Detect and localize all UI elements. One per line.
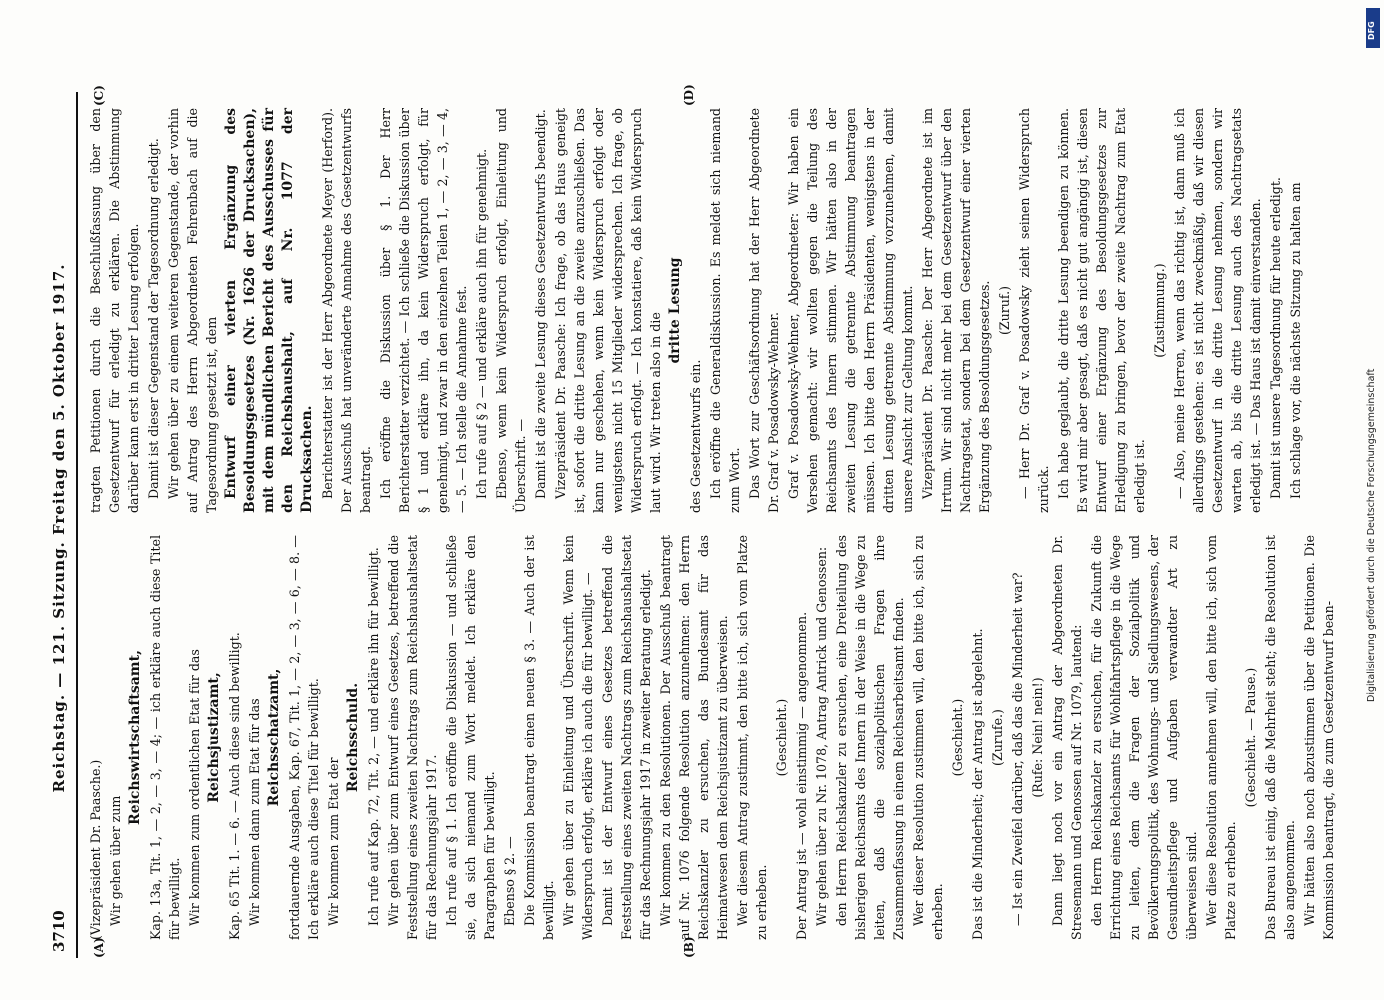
speech-paragraph: Vizepräsident Dr. Paasche: Der Herr Abgeordnete ist im Irrtum. Wir sind nicht mehr bei dem Gesetzentwurf über den Nachtragsetat, sondern bei dem Gesetzentwurf einer vierten Ergänzung des Besoldungsgesetzes. <box>920 108 992 513</box>
paragraph: Wir kommen zum ordentlichen Etat für das <box>187 649 202 926</box>
margin-marker-d: (D) <box>682 84 696 106</box>
paragraph: Wir kommen zum Etat der <box>326 757 341 926</box>
page-number: 3710 <box>50 910 68 952</box>
section-heading: Reichsschuld. <box>345 682 361 793</box>
section-heading: Reichsschatzamt, <box>266 668 282 807</box>
paragraph: Wir kommen zu den Resolutionen. Der Ausschuß beantragt auf Nr. 1076 folgende Resolution anzunehmen: den Herrn Reichskanzler zu ersuchen, das Bundesamt für das Heimatwesen dem Reichsjustizamt zu überweisen. <box>658 535 730 940</box>
paragraph: Dann liegt noch vor ein Antrag der Abgeordneten Dr. Stresemann und Genossen auf Nr. 1079, lautend: <box>1050 535 1084 940</box>
stage-direction: (Zurufe.) <box>990 709 1005 766</box>
margin-marker-a: (A) <box>92 937 106 958</box>
paragraph: Wer diesem Antrag zustimmt, den bitte ich, sich vom Platze zu erheben. <box>735 535 769 940</box>
paragraph: Wir gehen über zu Einleitung und Überschrift. Wenn kein Widerspruch erfolgt, erkläre ich auch die für bewilligt. — <box>561 535 595 940</box>
paragraph: (Vizepräsident Dr. Paasche.) <box>88 759 103 940</box>
paragraph: Das ist die Minderheit; der Antrag ist abgelehnt. <box>970 628 985 940</box>
right-text-column <box>86 108 1326 513</box>
stage-direction: (Geschieht.) <box>950 698 965 777</box>
paragraph: — Herr Dr. Graf v. Posadowsky zieht seinen Widerspruch zurück. <box>1017 108 1051 513</box>
paragraph: Kap. 13a, Tit. 1, — 2, — 3, — 4; — ich erkläre auch diese Titel für bewilligt. <box>148 535 182 940</box>
stage-direction: (Geschieht. — Pause.) <box>1243 667 1258 808</box>
margin-marker-b: (B) <box>682 936 696 958</box>
paragraph: fortdauernde Ausgaben, Kap. 67, Tit. 1, — 2, — 3, — 6, — 8. — Ich erkläre auch diese Titel für bewilligt. <box>287 535 321 940</box>
paragraph: Ich eröffne die Generaldiskussion. Es meldet sich niemand zum Wort. <box>708 108 742 513</box>
paragraph: Ich eröffne die Diskussion über § 1. Der Herr Berichterstatter verzichtet. — Ich schließe die Diskussion über § 1 und erkläre ihn, da kein Widerspruch erfolgt, für genehmigt, und zwar in den einzelnen Teilen 1, — 2, — 3, — 4, — 5. — Ich stelle die Annahme fest. <box>378 108 469 513</box>
paragraph: Ebenso, wenn kein Widerspruch erfolgt, Einleitung und Überschrift. — <box>494 108 528 513</box>
paragraph: Wer dieser Resolution zustimmen will, den bitte ich, sich zu erheben. <box>911 535 945 940</box>
paragraph: Wir gehen über zu einem weiteren Gegenstande, der vorhin auf Antrag des Herrn Abgeordneten Fehrenbach auf die Tagesordnung gesetzt ist, dem <box>166 108 219 513</box>
quoted-motion: den Herrn Reichskanzler zu ersuchen, eine Dreiteilung des bisherigen Reichsamts des Innern in der Weise in die Wege zu leiten, daß die sozialpolitischen Fragen ihre Zusammenfassung in einem Reichsarbeitsamt finden. <box>834 535 906 940</box>
funding-note-text: Digitalisierung gefördert durch die Deutsche Forschungsgemeinschaft <box>1366 368 1377 702</box>
paragraph: Wer diese Resolution annehmen will, den bitte ich, sich vom Platze zu erheben. <box>1204 535 1238 940</box>
left-text-column <box>86 535 1336 940</box>
paragraph: Ich rufe auf Kap. 72, Tit. 2, — und erkläre ihn für bewilligt. <box>366 547 381 926</box>
rotated-document-page <box>42 84 1336 958</box>
bill-title: Entwurf einer vierten Ergänzung des Besoldungsgesetzes (Nr. 1626 der Drucksachen), mit dem mündlichen Bericht des Ausschusses für den Reichshaushalt, auf Nr. 1077 der Drucksachen. <box>223 108 315 513</box>
paragraph: Die Kommission beantragt einen neuen § 3. — Auch der ist bewilligt. <box>522 535 556 940</box>
paragraph: Kap. 65 Tit. 1. — 6. — Auch diese sind bewilligt. <box>227 632 242 940</box>
paragraph: Wir hätten also noch abzustimmen über die Petitionen. Die Kommission beantragt, die zum Gesetzentwurf bean- <box>1302 535 1336 940</box>
paragraph: — Ist ein Zweifel darüber, daß das die Minderheit war? <box>1010 572 1025 926</box>
stage-direction: (Zustimmung.) <box>1152 263 1167 358</box>
paragraph: Wir gehen über zum <box>108 795 123 926</box>
paragraph: Damit ist die zweite Lesung dieses Gesetzentwurfs beendigt. <box>533 109 548 499</box>
paragraph: Ich rufe auf § 1. Ich eröffne die Diskussion — und schließe sie, da sich niemand zum Wort meldet. Ich erkläre den Paragraphen für bewilligt. <box>444 535 497 940</box>
paragraph: Damit ist dieser Gegenstand der Tagesordnung erledigt. <box>146 138 161 499</box>
page-header <box>42 92 78 958</box>
stage-direction: (Rufe: Nein! nein!) <box>1030 677 1045 798</box>
speech-paragraph: Vizepräsident Dr. Paasche: Ich frage, ob das Haus geneigt ist, sofort die dritte Lesung an die zweite anzuschließen. Das kann nur geschehen, wenn kein Widerspruch erfolgt oder wenigstens nicht 15 Mitglieder widersprechen. Ich frage, ob Widerspruch erfolgt. — Ich konstatiere, daß kein Widerspruch laut wird. Wir treten also in die <box>553 108 663 513</box>
paragraph: Berichterstatter ist der Herr Abgeordnete Meyer (Herford). Der Ausschuß hat unveränderte Annahme des Gesetzentwurfs beantragt. <box>320 108 373 513</box>
paragraph: Wir gehen über zum Entwurf eines Gesetzes, betreffend die Feststellung eines zweiten Nachtrags zum Reichshaushaltsetat für das Rechnungsjahr 1917. <box>386 535 439 940</box>
paragraph: des Gesetzentwurfs ein. <box>688 359 703 513</box>
paragraph: Ebenso § 2. — <box>502 836 517 926</box>
funding-sidenote <box>1364 12 1384 712</box>
paragraph: — Also, meine Herren, wenn das richtig ist, dann muß ich allerdings gestehen: es ist nicht zweckmäßig, daß wir diesen Gesetzentwurf in die dritte Lesung nehmen, sondern wir warten ab, bis die dritte Lesung auch des Nachtragsetats erledigt ist. — Das Haus ist damit einverstanden. <box>1172 108 1263 513</box>
quoted-motion: den Herrn Reichskanzler zu ersuchen, für die Zukunft die Errichtung eines Reichsamts für Wohlfahrtspflege in die Wege zu leiten, dem die Fragen der Sozialpolitik und Bevölkerungspolitik, des Wohnungs- und Siedlungswesens, der Gesundheitspflege und Aufgaben verwandter Art zu überweisen sind. <box>1089 535 1199 940</box>
paragraph: Damit ist der Entwurf eines Gesetzes betreffend die Feststellung eines zweiten Nachtrags zum Reichshaushaltsetat für das Rechnungsjahr 1917 in zweiter Beratung erledigt. <box>600 535 653 940</box>
section-heading: Reichsjustizamt, <box>206 672 222 803</box>
paragraph: Wir gehen über zu Nr. 1078, Antrag Antrick und Genossen: <box>814 546 829 926</box>
stage-direction: (Geschieht.) <box>774 698 789 777</box>
dfg-logo <box>1366 8 1380 48</box>
paragraph: Ich habe geglaubt, die dritte Lesung beendigen zu können. Es wird mir aber gesagt, daß es nicht gut angängig ist, diesen Entwurf einer Ergänzung des Besoldungsgesetzes zur Erledigung zu bringen, bevor der zweite Nachtrag zum Etat erledigt ist. <box>1056 108 1147 513</box>
dfg-logo-text: DFG <box>1367 21 1376 40</box>
paragraph: Der Antrag ist — wohl einstimmig — angenommen. <box>794 611 809 940</box>
paragraph: Ich rufe auf § 2 — und erkläre auch ihn für genehmigt. <box>474 148 489 499</box>
paragraph: Damit ist unsere Tagesordnung für heute erledigt. <box>1268 177 1283 499</box>
paragraph: Wir kommen dann zum Etat für das <box>247 698 262 926</box>
stage-direction: (Zuruf.) <box>997 285 1012 336</box>
margin-marker-c: (C) <box>92 85 106 106</box>
section-heading: dritte Lesung <box>667 257 683 364</box>
paragraph: tragten Petitionen durch die Beschlußfassung über den Gesetzentwurf für erledigt zu erklären. Die Abstimmung darüber kann erst in dritter Lesung erfolgen. <box>88 108 141 513</box>
paragraph: Das Wort zur Geschäftsordnung hat der Herr Abgeordnete Dr. Graf v. Posadowsky-Wehner. <box>747 108 781 513</box>
running-title: Reichstag. — 121. Sitzung. Freitag den 5. Oktober 1917. <box>50 263 68 793</box>
section-heading: Reichswirtschaftsamt, <box>127 650 143 825</box>
speech-paragraph: Graf v. Posadowsky-Wehner, Abgeordneter: Wir haben ein Versehen gemacht: wir wollten gegen die Teilung des Reichsamts des Innern stimmen. Wir hätten also in der zweiten Lesung die getrennte Abstimmung beantragen müssen. Ich bitte den Herrn Präsidenten, wenigstens in der dritten Lesung getrennte Abstimmung vorzunehmen, damit unsere Ansicht zur Geltung kommt. <box>786 108 915 513</box>
paragraph: Ich schlage vor, die nächste Sitzung zu halten am <box>1288 182 1303 499</box>
paragraph: Das Bureau ist einig, daß die Mehrheit steht; die Resolution ist also angenommen. <box>1263 535 1297 940</box>
